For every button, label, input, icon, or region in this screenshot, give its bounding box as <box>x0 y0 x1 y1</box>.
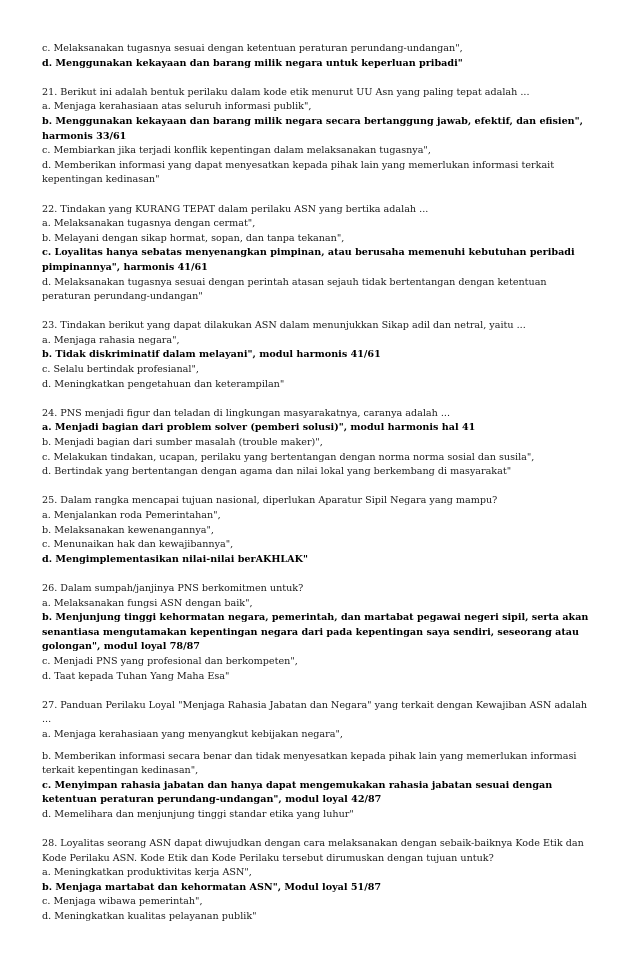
text-line: b. Menjadi bagian dari sumber masalah (trouble maker)", <box>42 437 323 449</box>
text-line: c. Membiarkan jika terjadi konflik kepentingan dalam melaksanakan tugasnya", <box>42 145 431 157</box>
text-line: a. Menjaga rahasia negara", <box>42 334 180 346</box>
answer-key-line: b. Tidak diskriminatif dalam melayani", modul harmonis 41/61 <box>42 349 381 361</box>
text-line: 27. Panduan Perilaku Loyal "Menjaga Rahasia Jabatan dan Negara" yang terkait dengan Kewajiban ASN adalah ... <box>42 699 587 726</box>
text-line: d. Meningkatkan kualitas pelayanan publik" <box>42 911 257 923</box>
text-line: d. Melaksanakan tugasnya sesuai dengan perintah atasan sejauh tidak bertentangan dengan ketentuan peraturan perundang-undangan" <box>42 276 547 303</box>
text-line: c. Menjaga wibawa pemerintah", <box>42 896 203 908</box>
text-line: a. Meningkatkan produktivitas kerja ASN", <box>42 867 252 879</box>
text-line: c. Melakukan tindakan, ucapan, perilaku yang bertentangan dengan norma norma sosial dan susila", <box>42 451 535 463</box>
text-line: 21. Berikut ini adalah bentuk perilaku dalam kode etik menurut UU Asn yang paling tepat adalah ... <box>42 86 530 98</box>
answer-key-line: d. Menggunakan kekayaan dan barang milik negara untuk keperluan pribadi" <box>42 57 463 69</box>
text-line: a. Menjalankan roda Pemerintahan", <box>42 510 221 521</box>
text-line: c. Menunaikan hak dan kewajibannya", <box>42 539 234 551</box>
text-line: a. Melaksanakan tugasnya dengan cermat", <box>42 218 256 230</box>
paragraph-gap <box>42 684 598 699</box>
paragraph-gap <box>42 480 598 495</box>
text-line: 23. Tindakan berikut yang dapat dilakukan ASN dalam menunjukkan Sikap adil dan netral, yaitu ... <box>42 320 526 332</box>
text-line: d. Memelihara dan menjunjung tinggi standar etika yang luhur" <box>42 808 354 820</box>
text-line: c. Selalu bertindak profesianal", <box>42 364 199 376</box>
paragraph-gap <box>42 188 598 203</box>
text-line: 26. Dalam sumpah/janjinya PNS berkomitmen untuk? <box>42 582 304 594</box>
answer-key-line: b. Menjunjung tinggi kehormatan negara, pemerintah, dan martabat pegawai negeri sipil, serta akan senantiasa mengutamakan kepentingan negara dari pada kepentingan saya sendiri, seseorang atau golongan", modul loyal 78/87 <box>42 612 589 653</box>
text-line: 24. PNS menjadi figur dan teladan di lingkungan masyarakatnya, caranya adalah ... <box>42 407 451 419</box>
paragraph-gap <box>42 822 598 837</box>
answer-key-line: b. Menggunakan kekayaan dan barang milik negara secara bertanggung jawab, efektif, dan efisien", harmonis 33/61 <box>42 115 583 142</box>
text-line: d. Bertindak yang bertentangan dengan agama dan nilai lokal yang berkembang di masyarakat" <box>42 466 512 478</box>
text-line: 22. Tindakan yang KURANG TEPAT dalam perilaku ASN yang bertika adalah ... <box>42 203 429 215</box>
text-line: d. Memberikan informasi yang dapat menyesatkan kepada pihak lain yang memerlukan informasi terkait kepentingan kedinasan" <box>42 159 555 186</box>
text-line: c. Menjadi PNS yang profesional dan berkompeten", <box>42 655 298 667</box>
paragraph-gap <box>42 71 598 86</box>
answer-key-line: d. Mengimplementasikan nilai-nilai berAKHLAK" <box>42 553 308 565</box>
text-line: a. Menjaga kerahasiaan yang menyangkut kebijakan negara", <box>42 728 343 740</box>
paragraph-gap <box>42 743 598 750</box>
answer-key-line: b. Menjaga martabat dan kehormatan ASN", Modul loyal 51/87 <box>42 881 382 893</box>
text-line: b. Melaksanakan kewenangannya", <box>42 524 214 536</box>
text-line: b. Melayani dengan sikap hormat, sopan, dan tanpa tekanan", <box>42 232 345 244</box>
document-body <box>42 42 598 925</box>
answer-key-line: c. Menyimpan rahasia jabatan dan hanya dapat mengemukakan rahasia jabatan sesuai dengan ketentuan peraturan perundang-undangan", modul loyal 42/87 <box>42 779 553 806</box>
text-line: c. Melaksanakan tugasnya sesuai dengan ketentuan peraturan perundang-undangan", <box>42 43 463 54</box>
text-line: 28. Loyalitas seorang ASN dapat diwujudkan dengan cara melaksanakan dengan sebaik-baiknya Kode Etik dan Kode Perilaku ASN. Kode Etik dan Kode Perilaku tersebut dirumuskan dengan tujuan untuk? <box>42 838 584 864</box>
text-line: 25. Dalam rangka mencapai tujuan nasional, diperlukan Aparatur Sipil Negara yang mampu? <box>42 495 498 507</box>
paragraph-gap <box>42 567 598 582</box>
text-line: b. Memberikan informasi secara benar dan tidak menyesatkan kepada pihak lain yang memerlukan informasi terkait kepentingan kedinasan", <box>42 750 577 777</box>
answer-key-line: a. Menjadi bagian dari problem solver (pemberi solusi)", modul harmonis hal 41 <box>42 422 476 434</box>
answer-key-line: c. Loyalitas hanya sebatas menyenangkan pimpinan, atau berusaha memenuhi kebutuhan peribadi pimpinannya", harmonis 41/61 <box>42 247 575 273</box>
text-line: d. Meningkatkan pengetahuan dan keterampilan" <box>42 378 285 390</box>
paragraph-gap <box>42 305 598 320</box>
paragraph-gap <box>42 392 598 407</box>
text-line: d. Taat kepada Tuhan Yang Maha Esa" <box>42 670 230 682</box>
text-line: a. Menjaga kerahasiaan atas seluruh informasi publik", <box>42 101 312 113</box>
text-line: a. Melaksanakan fungsi ASN dengan baik", <box>42 597 253 609</box>
